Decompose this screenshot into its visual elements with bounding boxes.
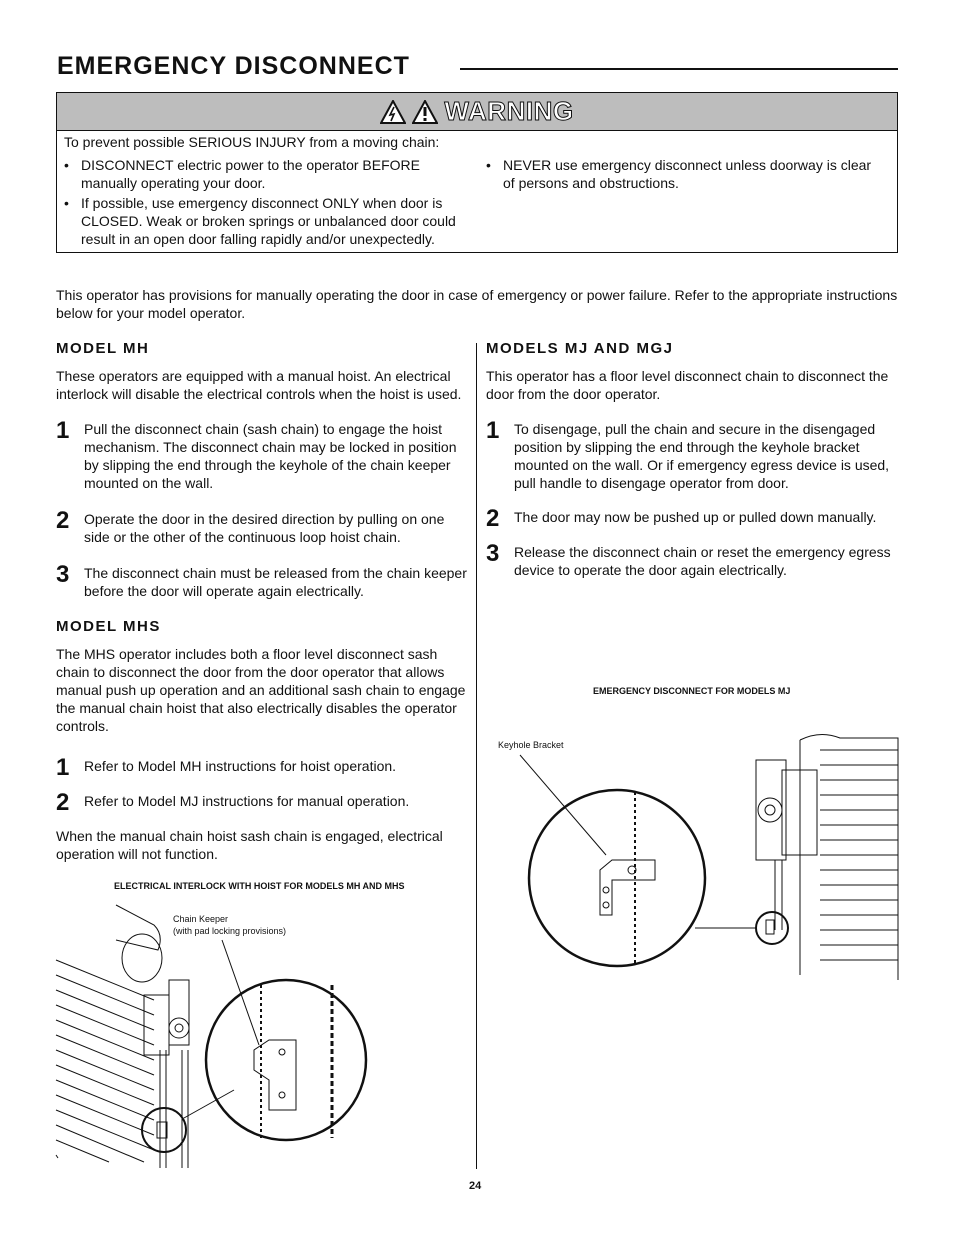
warning-bullet: • NEVER use emergency disconnect unless doorway is clear of persons and obstructions.: [486, 157, 872, 191]
mhs-step: 1 Refer to Model MH instructions for hoist operation.: [56, 754, 397, 781]
model-mhs-heading: MODEL MHS: [56, 618, 161, 635]
hoist-illustration: [54, 900, 474, 1168]
figure-left-caption: ELECTRICAL INTERLOCK WITH HOIST FOR MODELS MH AND MHS: [114, 881, 405, 891]
warning-left-bullets: [64, 156, 469, 248]
figure-right-caption: EMERGENCY DISCONNECT FOR MODELS MJ: [593, 686, 791, 696]
model-mhs-text: The MHS operator includes both a floor level disconnect sash chain to disconnect the door from the door operator that allows manual push up operation and an additional sash chain to engage the manual chain hoist that also electrically disables the operator controls.: [56, 646, 466, 734]
mh-step: 3 The disconnect chain must be released from the chain keeper before the door will operate again electrically.: [56, 561, 467, 599]
warning-bullet: • DISCONNECT electric power to the operator BEFORE manually operating your door.: [64, 157, 420, 191]
warning-right-bullets: [486, 156, 886, 192]
page-number: 24: [469, 1180, 482, 1192]
column-divider: [476, 343, 477, 1169]
mhs-step: 2 Refer to Model MJ instructions for manual operation.: [56, 789, 410, 816]
mj-step: 3 Release the disconnect chain or reset the emergency egress device to operate the door again electrically.: [486, 540, 891, 578]
warning-heading: WARNING: [444, 96, 574, 126]
model-mh-heading: MODEL MH: [56, 340, 150, 357]
chain-keeper-label: Chain Keeper (with pad locking provisions): [173, 914, 287, 936]
warning-intro: To prevent possible SERIOUS INJURY from a moving chain:: [64, 134, 440, 150]
warning-bullet: • If possible, use emergency disconnect ONLY when door is CLOSED. Weak or broken springs or unbalanced door could result in an open door falling rapidly and/or unexpectedly.: [64, 195, 456, 247]
intro-paragraph: This operator has provisions for manually operating the door in case of emergency or power failure. Refer to the appropriate instructions below for your model operator.: [56, 287, 898, 321]
title-rule: [460, 68, 898, 70]
models-mj-heading: MODELS MJ AND MGJ: [486, 340, 674, 357]
mj-step: 1 To disengage, pull the chain and secure in the disengaged position by slipping the end through the keyhole bracket mounted on the wall. Or if emergency egress device is used, pull handle to disengage operator from door.: [486, 417, 890, 491]
model-mh-text: These operators are equipped with a manual hoist. An electrical interlock will disable the electrical controls when the hoist is used.: [56, 368, 462, 402]
warning-header: [57, 93, 897, 131]
mh-step: 2 Operate the door in the desired direction by pulling on one side or the other of the continuous loop hoist chain.: [56, 507, 445, 545]
models-mj-text: This operator has a floor level disconnect chain to disconnect the door from the door operator.: [486, 368, 889, 402]
electric-hazard-icon: [380, 100, 406, 124]
warning-triangle-icon: [412, 100, 438, 124]
keyhole-illustration: [490, 730, 902, 980]
model-mhs-note: When the manual chain hoist sash chain is engaged, electrical operation will not function.: [56, 828, 443, 862]
keyhole-bracket-label: Keyhole Bracket: [498, 740, 564, 750]
page-title: EMERGENCY DISCONNECT: [57, 52, 410, 80]
mj-step: 2 The door may now be pushed up or pulled down manually.: [486, 505, 877, 532]
mh-step: 1 Pull the disconnect chain (sash chain) to engage the hoist mechanism. The disconnect chain may be locked in position by slipping the end through the keyhole of the chain keeper mounted on the wall.: [56, 417, 457, 491]
